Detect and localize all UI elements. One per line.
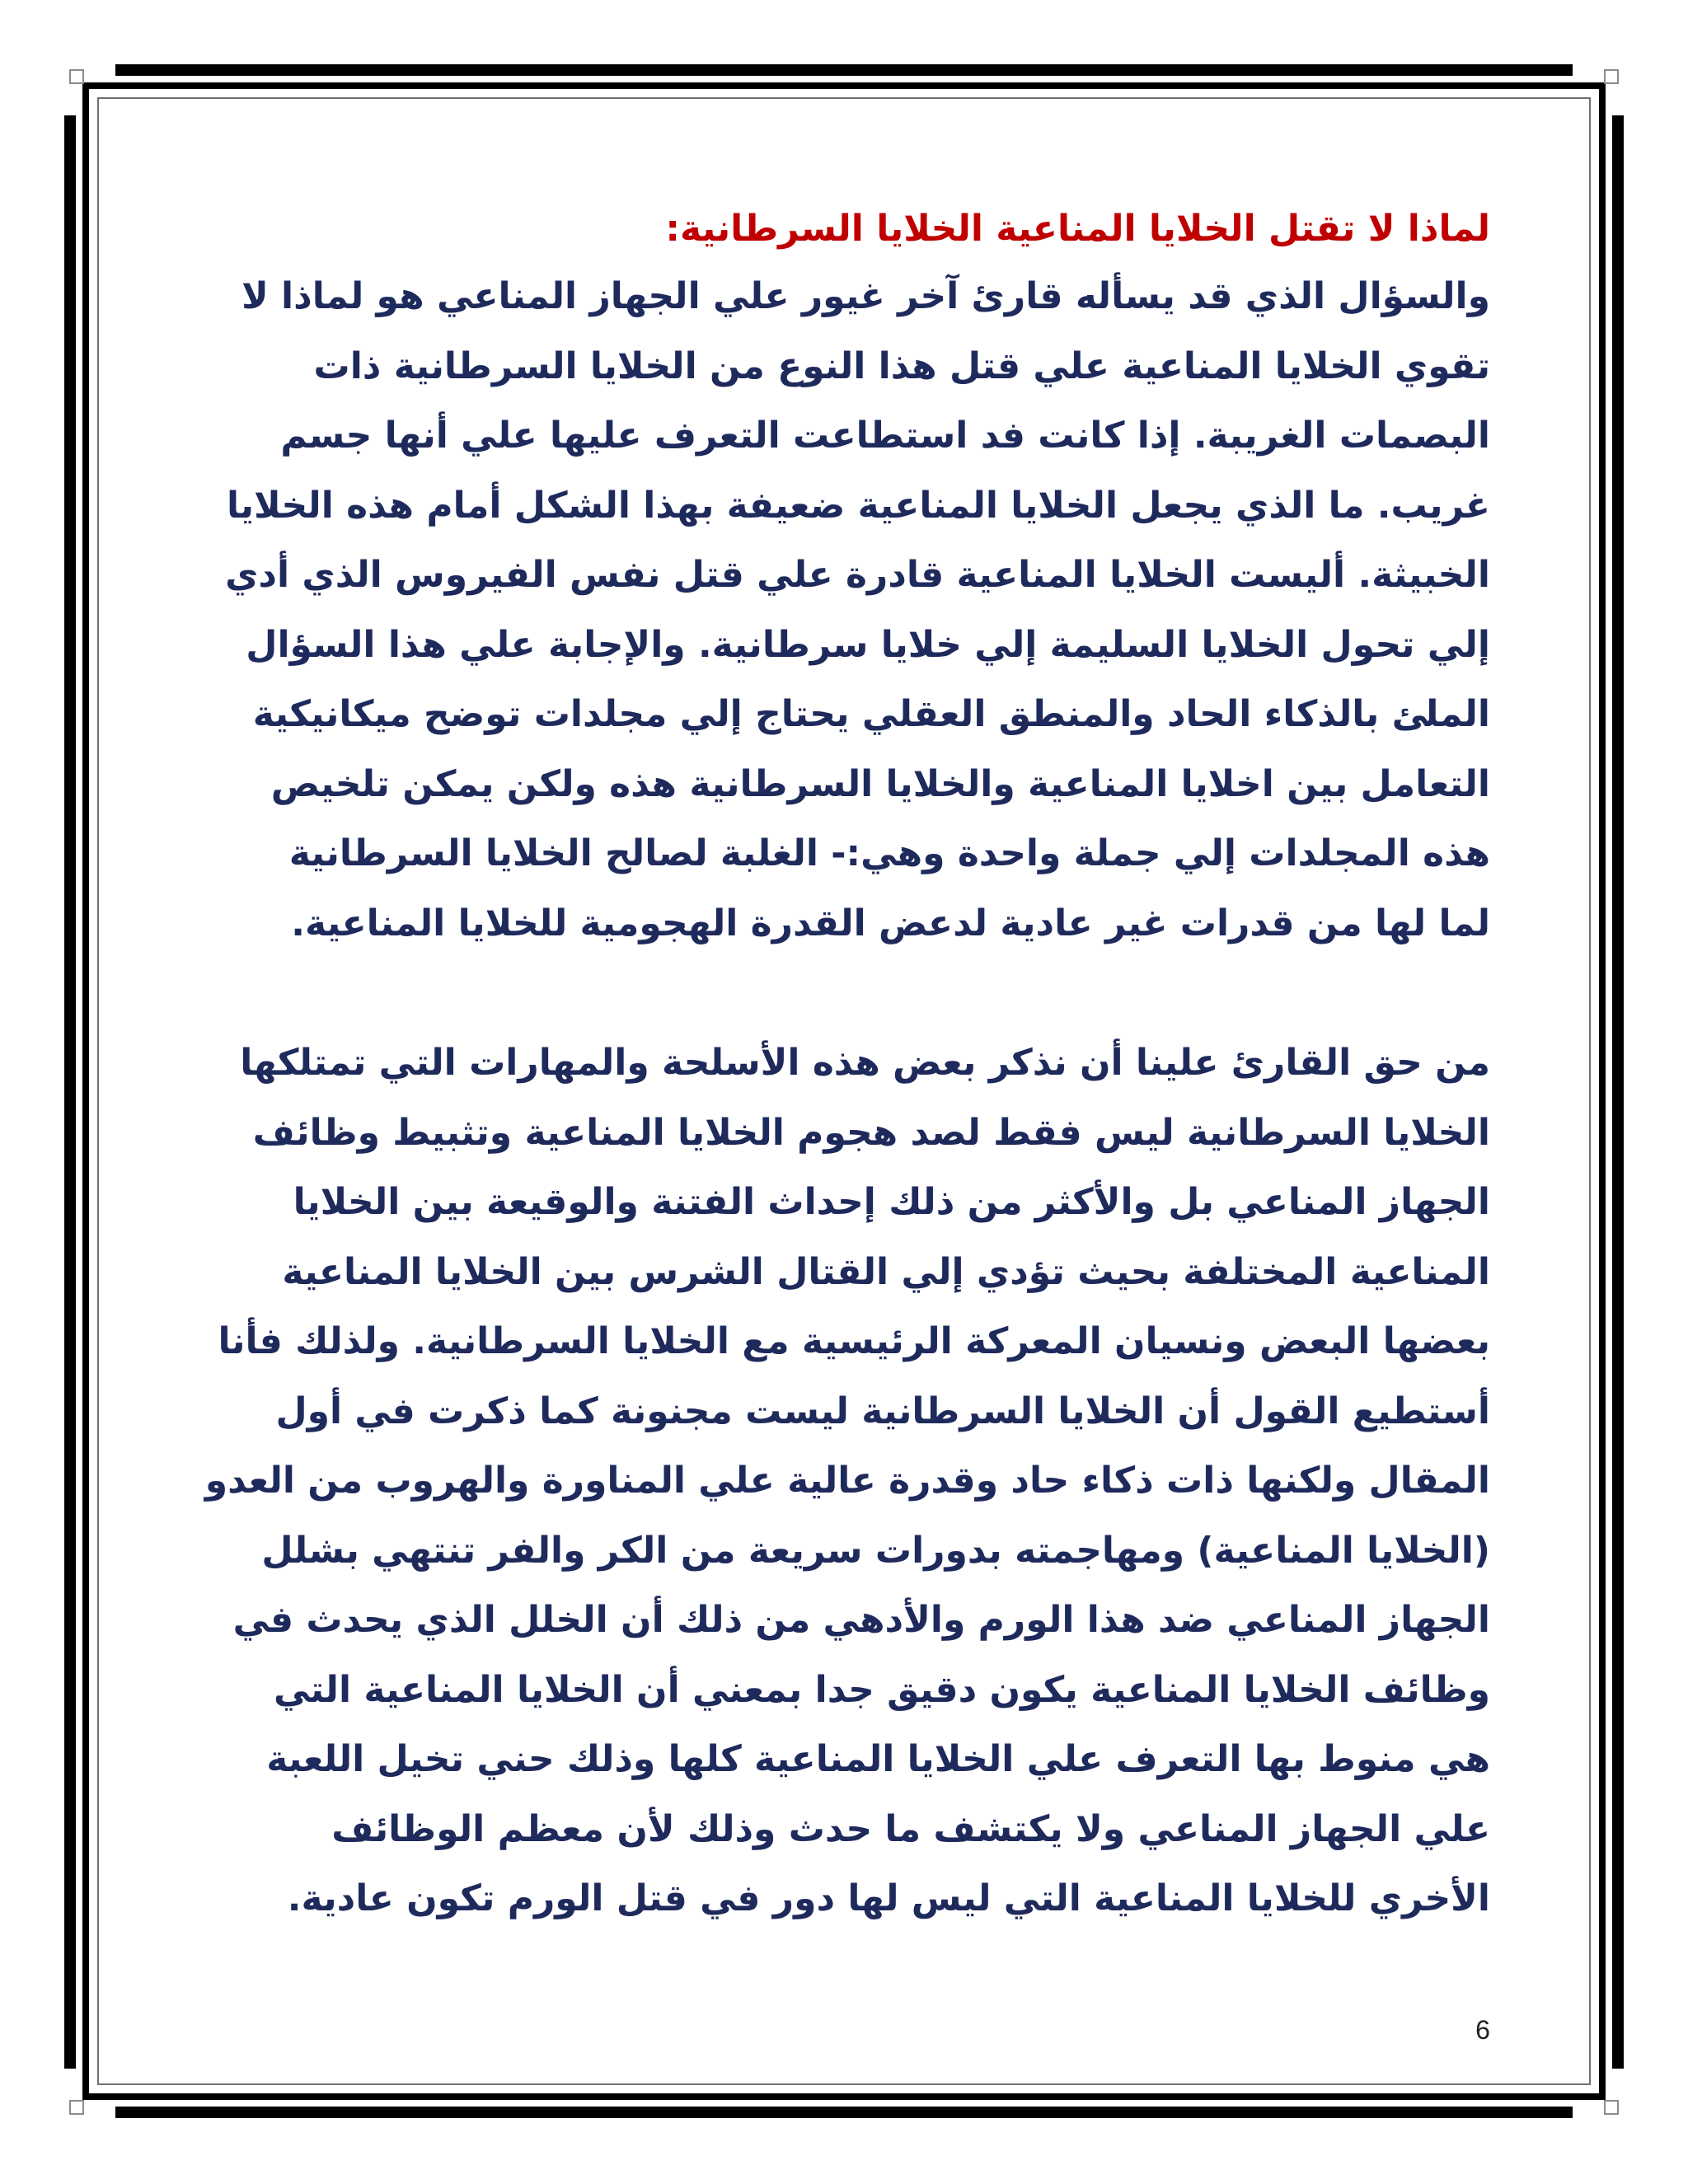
paragraph-spacer	[198, 958, 1490, 1029]
border-left-inner	[82, 82, 89, 2100]
text-line: الأخري للخلايا المناعية التي ليس لها دور في قتل الورم تكون عادية.	[287, 1877, 1490, 1919]
border-corner-bottom-right	[1604, 2100, 1619, 2115]
text-line: إلي تحول الخلايا السليمة إلي خلايا سرطانية. والإجابة علي هذا السؤال	[246, 623, 1490, 666]
text-line: أستطيع القول أن الخلايا السرطانية ليست مجنونة كما ذكرت في أول	[275, 1390, 1490, 1432]
border-right-inner	[1599, 82, 1606, 2100]
article-body	[198, 196, 1490, 1934]
text-line: التعامل بين اخلايا المناعية والخلايا السرطانية هذه ولكن يمكن تلخيص	[270, 762, 1490, 805]
paragraph-2	[198, 1029, 1490, 1934]
text-line: المقال ولكنها ذات ذكاء حاد وقدرة عالية علي المناورة والهروب من العدو	[204, 1460, 1490, 1502]
text-line: غريب. ما الذي يجعل الخلايا المناعية ضعيفة بهذا الشكل أمام هذه الخلايا	[227, 484, 1490, 527]
border-corner-top-right	[1604, 69, 1619, 84]
text-line: والسؤال الذي قد يسأله قارئ آخر غيور علي الجهاز المناعي هو لماذا لا	[241, 275, 1490, 317]
text-line: المناعية المختلفة بحيث تؤدي إلي القتال الشرس بين الخلايا المناعية	[282, 1250, 1490, 1293]
text-line: وظائف الخلايا المناعية يكون دقيق جدا بمعني أن الخلايا المناعية التي	[273, 1668, 1490, 1711]
border-left-bar	[64, 115, 76, 2069]
text-line: هذه المجلدات إلي جملة واحدة وهي:- الغلبة لصالح الخلايا السرطانية	[288, 832, 1490, 874]
border-bottom-inner	[82, 2093, 1606, 2100]
text-line: علي الجهاز المناعي ولا يكتشف ما حدث وذلك لأن معظم الوظائف	[331, 1807, 1490, 1850]
text-line: الجهاز المناعي ضد هذا الورم والأدهي من ذلك أن الخلل الذي يحدث في	[232, 1599, 1490, 1641]
section-heading: لماذا لا تقتل الخلايا المناعية الخلايا السرطانية:	[665, 208, 1490, 250]
paragraph-1	[198, 262, 1490, 958]
page-number: 6	[1475, 2015, 1490, 2045]
border-right-bar	[1612, 115, 1624, 2069]
border-top-bar	[115, 64, 1573, 76]
text-line: بعضها البعض ونسيان المعركة الرئيسية مع الخلايا السرطانية. ولذلك فأنا	[218, 1320, 1490, 1362]
text-line: البصمات الغريبة. إذا كانت فد استطاعت التعرف عليها علي أنها جسم	[280, 415, 1490, 457]
border-corner-bottom-left	[69, 2100, 84, 2115]
text-line: الخبيثة. أليست الخلايا المناعية قادرة علي قتل نفس الفيروس الذي أدي	[225, 554, 1490, 596]
text-line: (الخلايا المناعية) ومهاجمته بدورات سريعة من الكر والفر تنتهي بشلل	[261, 1529, 1490, 1572]
text-line: تقوي الخلايا المناعية علي قتل هذا النوع من الخلايا السرطانية ذات	[313, 344, 1490, 387]
text-line: الملئ بالذكاء الحاد والمنطق العقلي يحتاج إلي مجلدات توضح ميكانيكية	[252, 693, 1490, 735]
text-line: لما لها من قدرات غير عادية لدعض القدرة الهجومية للخلايا المناعية.	[291, 902, 1490, 944]
text-line: الجهاز المناعي بل والأكثر من ذلك إحداث الفتنة والوقيعة بين الخلايا	[293, 1181, 1490, 1223]
text-line: الخلايا السرطانية ليس فقط لصد هجوم الخلايا المناعية وتثبيط وظائف	[252, 1111, 1490, 1154]
text-line: من حق القارئ علينا أن نذكر بعض هذه الأسلحة والمهارات التي تمتلكها	[240, 1042, 1490, 1084]
border-bottom-bar	[115, 2107, 1573, 2118]
border-top-inner	[82, 82, 1606, 89]
border-corner-top-left	[69, 69, 84, 84]
text-line: هي منوط بها التعرف علي الخلايا المناعية كلها وذلك حني تخيل اللعبة	[266, 1738, 1490, 1780]
